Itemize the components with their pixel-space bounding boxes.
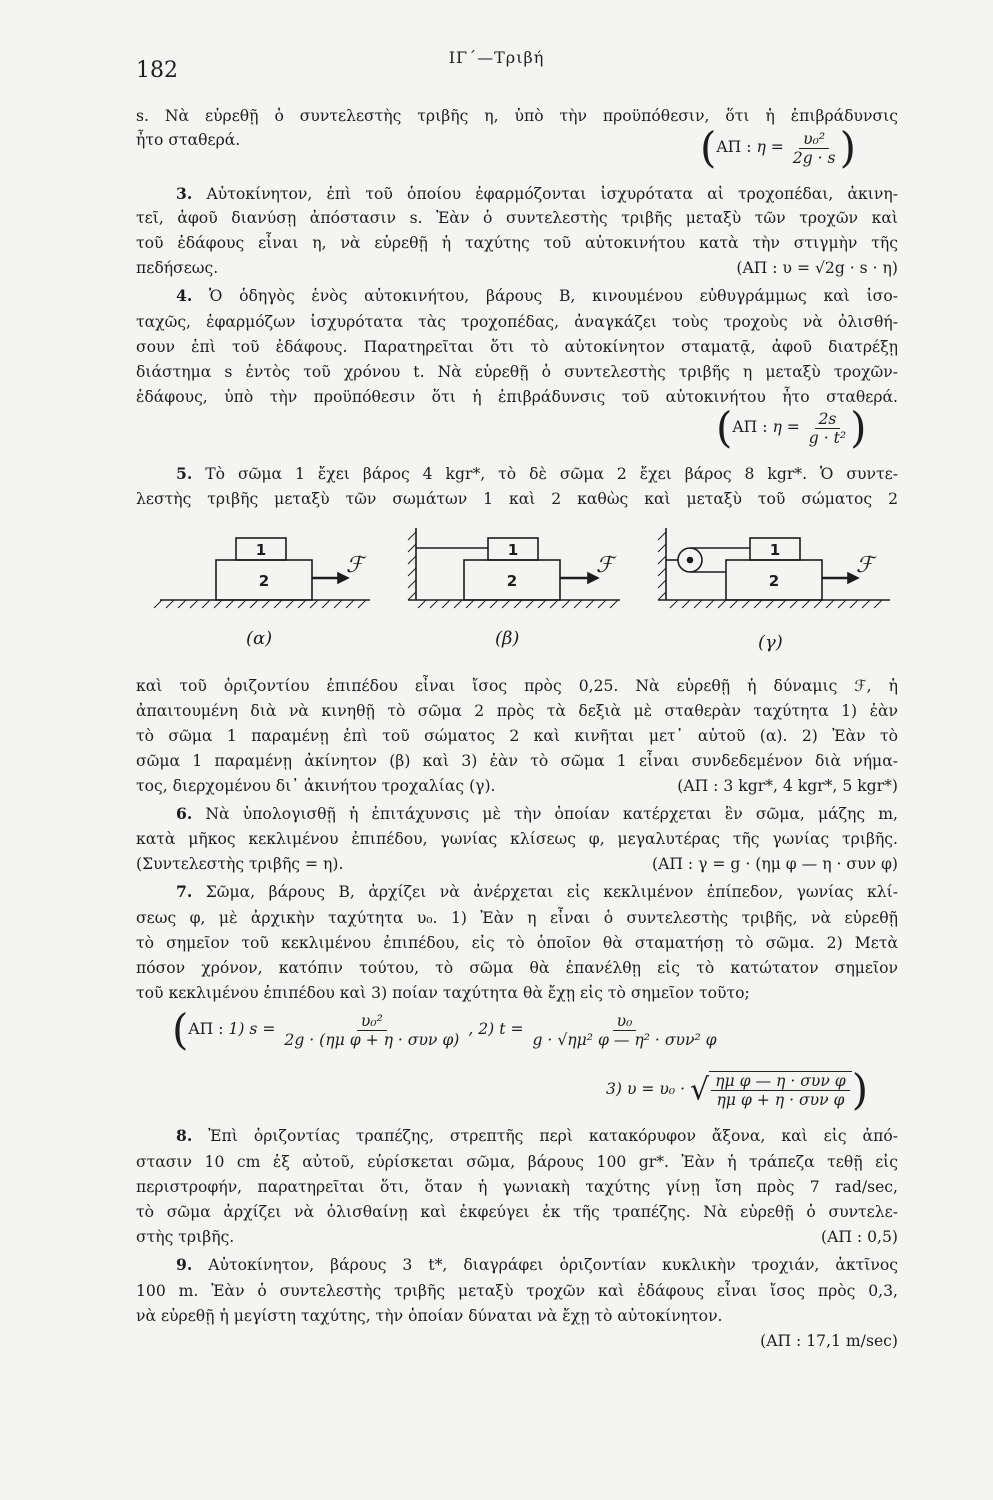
answer-formula: (ΑΠ : γ = g · (ημ φ — η · συν φ) <box>652 855 898 873</box>
text-line: διάστημα s ἐντὸς τοῦ χρόνου t. Νὰ εὑρεθῇ ὁ συντελεστὴς τριβῆς η μεταξὺ τροχῶν- <box>136 363 898 381</box>
text-line: τεῖ, ἀφοῦ διανύσῃ ἀπόστασιν s. Ἐὰν ὁ συντελεστὴς τριβῆς μεταξὺ τῶν τροχῶν καὶ <box>136 209 898 227</box>
label-block-2: 2 <box>768 572 780 590</box>
caption-a: (α) <box>246 628 273 649</box>
text-line: 3. Αὐτοκίνητον, ἐπὶ τοῦ ὁποίου ἐφαρμόζονται ἰσχυρότατα αἱ τροχοπέδαι, ἀκινη- <box>176 184 898 203</box>
figure-b <box>408 528 620 608</box>
answer-formula: (ΑΠ : υ = √2g · s · η) <box>736 259 898 277</box>
text-line: τος, διερχομένου δι᾽ ἀκινήτου τροχαλίας (γ). <box>136 777 496 795</box>
text-line: 7. Σῶμα, βάρους B, ἀρχίζει νὰ ἀνέρχεται εἰς κεκλιμένον ἐπίπεδον, γωνίας κλί- <box>176 882 898 901</box>
text-line: 8. Ἐπὶ ὁριζοντίας τραπέζης, στρεπτῆς περὶ κατακόρυφον ἄξονα, καὶ εἰς ἀπό- <box>176 1126 898 1145</box>
page-number: 182 <box>136 58 178 83</box>
text-line: ταχῶς, ἐφαρμόζων ἰσχυρότατα τὰς τροχοπέδας, ἀναγκάζει τοὺς τροχοὺς νὰ ὀλισθή- <box>136 313 898 331</box>
label-block-1: 1 <box>507 541 519 559</box>
text-line: σεως φ, μὲ ἀρχικὴν ταχύτητα υ₀. 1) Ἐὰν η εἶναι ὁ συντελεστὴς τριβῆς, νὰ εὑρεθῇ <box>136 909 898 927</box>
force-label: ℱ <box>596 553 614 578</box>
text-line: σουν ἐπὶ τοῦ ἐδάφους. Παρατηρεῖται ὅτι τὸ αὐτοκίνητον σταματᾷ, ἀφοῦ διατρέξῃ <box>136 338 898 356</box>
text-line: νὰ εὑρεθῇ ἡ μεγίστη ταχύτης, τὴν ὁποίαν δύναται νὰ ἔχῃ τὸ αὐτοκίνητον. <box>136 1307 723 1325</box>
text-line: σῶμα 1 παραμένῃ ἀκίνητον (β) καὶ 3) ἐὰν τὸ σῶμα 1 εἶναι συνδεδεμένον διὰ νήμα- <box>136 752 898 770</box>
text-line: λεστὴς τριβῆς μεταξὺ τῶν σωμάτων 1 καὶ 2 καθὼς καὶ μεταξὺ τοῦ σώματος 2 <box>136 490 898 508</box>
text-line: ἀπαιτουμένη διὰ νὰ κινηθῇ τὸ σῶμα 2 πρὸς τὰ δεξιὰ μὲ σταθερὰν ταχύτητα 1) ἐὰν <box>136 702 898 720</box>
text-line: 100 m. Ἐὰν ὁ συντελεστὴς τριβῆς μεταξὺ τροχῶν καὶ ἐδάφους εἶναι ἴσος πρὸς 0,3, <box>136 1282 898 1300</box>
text-line: (Συντελεστὴς τριβῆς = η). <box>136 855 344 873</box>
label-block-2: 2 <box>506 572 518 590</box>
label-block-1: 1 <box>769 541 781 559</box>
label-block-2: 2 <box>258 572 270 590</box>
caption-c: (γ) <box>758 632 783 653</box>
text-line: τοῦ ἐδάφους εἶναι η, νὰ εὑρεθῇ ἡ ταχύτης τοῦ αὐτοκινήτου κατὰ τὴν στιγμὴν τῆς <box>136 234 898 252</box>
text-line: 4. Ὁ ὁδηγὸς ἑνὸς αὐτοκινήτου, βάρους B, κινουμένου εὐθυγράμμως καὶ ἰσο- <box>176 286 898 305</box>
text-line: κατὰ μῆκος κεκλιμένου ἐπιπέδου, γωνίας κλίσεως φ, μεγαλυτέρας τῆς γωνίας τριβῆς. <box>136 830 898 848</box>
text-line: πεδήσεως. <box>136 259 219 277</box>
label-block-1: 1 <box>255 541 267 559</box>
text-line: τὸ σημεῖον τοῦ κεκλιμένου ἐπιπέδου, εἰς τὸ ὁποῖον θὰ σταματήσῃ τὸ σῶμα. 2) Μετὰ <box>136 934 898 952</box>
text-line: στὴς τριβῆς. <box>136 1228 235 1246</box>
text-line: s. Νὰ εὑρεθῇ ὁ συντελεστὴς τριβῆς η, ὑπὸ τὴν προϋπόθεσιν, ὅτι ἡ ἐπιβράδυνσις <box>136 107 898 125</box>
text-line: περιστροφήν, παρατηρεῖται ὅτι, ὅταν ἡ γωνιακὴ ταχύτης γίνῃ ἴση πρὸς 7 rad/sec, <box>136 1178 898 1196</box>
caption-b: (β) <box>495 628 520 649</box>
answer-formula: (ΑΠ : 17,1 m/sec) <box>760 1332 898 1350</box>
text-line: 5. Τὸ σῶμα 1 ἔχει βάρος 4 kgr*, τὸ δὲ σῶμα 2 ἔχει βάρος 8 kgr*. Ὁ συντε- <box>176 464 898 483</box>
text-line: τὸ σῶμα 1 παραμένῃ ἐπὶ τοῦ σώματος 2 καὶ κινῆται μετ᾽ αὐτοῦ (α). 2) Ἐὰν τὸ <box>136 727 898 745</box>
text-line: 9. Αὐτοκίνητον, βάρους 3 t*, διαγράφει ὁριζοντίαν κυκλικὴν τροχιάν, ἀκτῖνος <box>176 1255 898 1274</box>
answer-formula: (ΑΠ : η = $\frac{2s}{\text{g · t²}}$ ) <box>716 403 867 452</box>
answer-formula: (ΑΠ : η = $\frac{\text{υ₀²}}{2g \cdot s}$ ) <box>700 123 856 172</box>
text-line: τοῦ κεκλιμένου ἐπιπέδου καὶ 3) ποίαν ταχύτητα θὰ ἔχῃ εἰς τὸ σημεῖον τοῦτο; <box>136 984 750 1002</box>
running-title: ΙΓ΄—Τριβή <box>448 48 545 67</box>
answer-formula: (ΑΠ : 0,5) <box>821 1228 898 1246</box>
answer-formula-7b: 3) υ = υ₀ · √ $\frac{\text{ημ φ — η · συν φ}}{\text{ημ φ + η · συν φ}}$ ) <box>606 1065 869 1114</box>
text-line: πόσον χρόνον, κατόπιν τούτου, τὸ σῶμα θὰ ἐπανέλθῃ εἰς τὸ κατώτατον σημεῖον <box>136 959 898 977</box>
text-line: στασιν 10 cm ἐξ αὐτοῦ, εὑρίσκεται σῶμα, βάρους 100 gr*. Ἐὰν ἡ τράπεζα τεθῇ εἰς <box>136 1153 898 1171</box>
answer-formula: (ΑΠ : 3 kgr*, 4 kgr*, 5 kgr*) <box>677 777 898 795</box>
text-line: τὸ σῶμα ἀρχίζει νὰ ὀλισθαίνῃ καὶ ἐκφεύγει ἐκ τῆς τραπέζης. Νὰ εὑρεθῇ ὁ συντελε- <box>136 1203 898 1221</box>
text-line: ἦτο σταθερά. <box>136 131 241 149</box>
answer-formula-7a: (ΑΠ : 1) s = $\frac{\text{υ₀²}}{\text{2g · (ημ φ + η · συν φ)}}$ , 2) t = $\frac{\text{υ₀}}{\text{g · √ημ² φ — η² · συν² φ}}$ <box>172 1005 717 1054</box>
force-label: ℱ <box>856 553 874 578</box>
text-line: ἐδάφους, ὑπὸ τὴν προϋπόθεσιν ὅτι ἡ ἐπιβράδυνσις τοῦ αὐτοκινήτου ἦτο σταθερά. <box>136 388 898 406</box>
text-line: καὶ τοῦ ὁριζοντίου ἐπιπέδου εἶναι ἴσος πρὸς 0,25. Νὰ εὑρεθῇ ἡ δύναμις ℱ, ἡ <box>136 677 898 695</box>
force-label: ℱ <box>346 553 364 578</box>
text-line: 6. Νὰ ὑπολογισθῇ ἡ ἐπιτάχυνσις μὲ τὴν ὁποίαν κατέρχεται ἓν σῶμα, μάζης m, <box>176 804 898 823</box>
